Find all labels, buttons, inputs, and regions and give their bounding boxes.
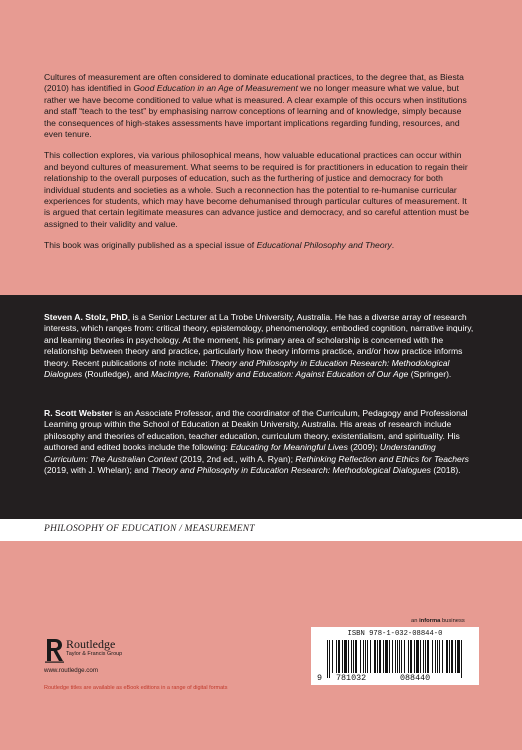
publisher-group: Taylor & Francis Group — [66, 651, 123, 657]
barcode-digit-first: 9 — [317, 673, 323, 683]
informa-tagline: an informa business — [411, 618, 465, 624]
author-bio-stolz: Steven A. Stolz, PhD, is a Senior Lecturer at La Trobe University, Australia. He has a diverse array of research interests, which ranges from: critical theory, epistemology, phenomenology, embodied cognition, narrative inquiry, and learning theories in psychology. At the moment, his primary area of scholarship is concerned with the relationship between theory and practice, particularly how theory informs practice, and/or how practice informs theory. Recent publications of note include: Theory and Philosophy in Education Research: Methodological Dialogues (Routledge), and MacIntyre, Rationality and Education: Against Education of Our Age (Springer). — [44, 312, 474, 380]
barcode-digits-left: 781032 — [336, 673, 367, 683]
barcode-bar — [351, 640, 352, 673]
barcode-bar — [404, 640, 405, 673]
barcode-bar — [344, 640, 347, 673]
barcode-bar — [401, 640, 402, 673]
description-paragraph-2: This collection explores, via various philosophical means, how valuable educational practices can occur within and beyond cultures of measurement. What seems to be required is for practitioners in education to regain their relationship to the overall purposes of education, such as the furthering of justice and democracy for both individual students and societies as a whole. Such a reconnection has the potential to re-humanise curricular experiences for students, which may have become dehumanised through particular cultures of measurement. It is argued that certain legitimate measures can advance justice and democracy, and so careful attention must be assigned to their validity and value. — [44, 150, 469, 229]
subject-category-strip — [0, 519, 522, 541]
isbn-barcode — [311, 627, 479, 685]
author-name: R. Scott Webster — [44, 408, 113, 418]
barcode-bar — [379, 640, 381, 673]
barcode-bar — [420, 640, 421, 673]
description-paragraph-1: Cultures of measurement are often considered to dominate educational practices, to the degree that, as Biesta (2010) has identified in Good Education in an Age of Measurement we no longer measure what we value, but rather we have become conditioned to value what is measured. A clear example of this occurs when institutions and staff “teach to the test” by emphasising narrow conceptions of learning and of knowledge, simply because the consequences of high-stakes assessments have important implications regarding funding, resources, and even tenure. — [44, 72, 467, 140]
barcode-bar — [338, 640, 340, 673]
barcode-bar — [427, 640, 429, 673]
publisher-url: www.routledge.com — [44, 667, 98, 674]
barcode-bar — [360, 640, 361, 673]
barcode-bar — [355, 640, 357, 673]
barcode-bar — [392, 640, 393, 673]
cited-title: Good Education in an Age of Measurement — [133, 83, 298, 94]
ebook-note: Routledge titles are available as eBook editions in a range of digital formats — [44, 685, 228, 691]
barcode-bar — [449, 640, 450, 673]
author-name: Steven A. Stolz, PhD — [44, 312, 128, 322]
barcode-bar — [363, 640, 364, 673]
barcode-bar — [416, 640, 419, 673]
barcode-bar — [425, 640, 426, 673]
publisher-name: Routledge — [66, 637, 116, 651]
barcode-bar — [437, 640, 438, 673]
barcode-bar — [451, 640, 453, 673]
barcode-digits-right: 088440 — [400, 673, 431, 683]
barcode-bar — [432, 640, 433, 673]
description-paragraph-3: This book was originally published as a special issue of Educational Philosophy and Theory. — [44, 240, 395, 251]
barcode-bar — [377, 640, 378, 673]
barcode-bar — [327, 640, 328, 678]
barcode-bar — [336, 640, 337, 673]
isbn-label: ISBN 978-1-032-08844-0 — [347, 630, 443, 638]
barcode-bar — [435, 640, 436, 673]
barcode-bar — [389, 640, 390, 673]
book-description — [44, 72, 474, 262]
barcode-bar — [408, 640, 409, 673]
author-bio-panel — [0, 295, 522, 519]
journal-title: Educational Philosophy and Theory — [256, 240, 392, 251]
barcode-bar — [397, 640, 398, 673]
barcode-bar — [365, 640, 366, 673]
barcode-bar — [457, 640, 460, 673]
barcode-bar — [342, 640, 343, 673]
barcode-bar — [442, 640, 443, 673]
routledge-r-logo-icon — [44, 637, 66, 663]
barcode-bar — [374, 640, 376, 673]
barcode-bar — [395, 640, 396, 673]
subject-category: PHILOSOPHY OF EDUCATION / MEASUREMENT — [44, 524, 255, 534]
barcode-bar — [332, 640, 333, 673]
barcode-bar — [446, 640, 448, 673]
barcode-bar — [423, 640, 424, 673]
barcode-bar — [461, 640, 462, 678]
barcode-bar — [383, 640, 384, 673]
author-bio-webster: R. Scott Webster is an Associate Professor, and the coordinator of the Curriculum, Pedagogy and Professional Learning group within the School of Education at Deakin University, Australia. His areas of research include philosophy and theories of education, teacher education, curriculum theory, existentialism, and spirituality. His authored and edited books include the following: Educating for Meaningful Lives (2009); Understanding Curriculum: The Australian Context (2019, 2nd ed., with A. Ryan); Rethinking Reflection and Ethics for Teachers (2019, with J. Whelan); and Theory and Philosophy in Education Research: Methodological Dialogues (2018). — [44, 408, 469, 476]
barcode-bar — [353, 640, 354, 673]
barcode-bar — [348, 640, 349, 673]
barcode-bar — [370, 640, 371, 673]
barcode-bar — [385, 640, 388, 673]
barcode-bar — [329, 640, 330, 678]
barcode-bar — [455, 640, 456, 673]
barcode-bar — [367, 640, 368, 673]
barcode-bar — [399, 640, 400, 673]
barcode-bar — [439, 640, 440, 673]
